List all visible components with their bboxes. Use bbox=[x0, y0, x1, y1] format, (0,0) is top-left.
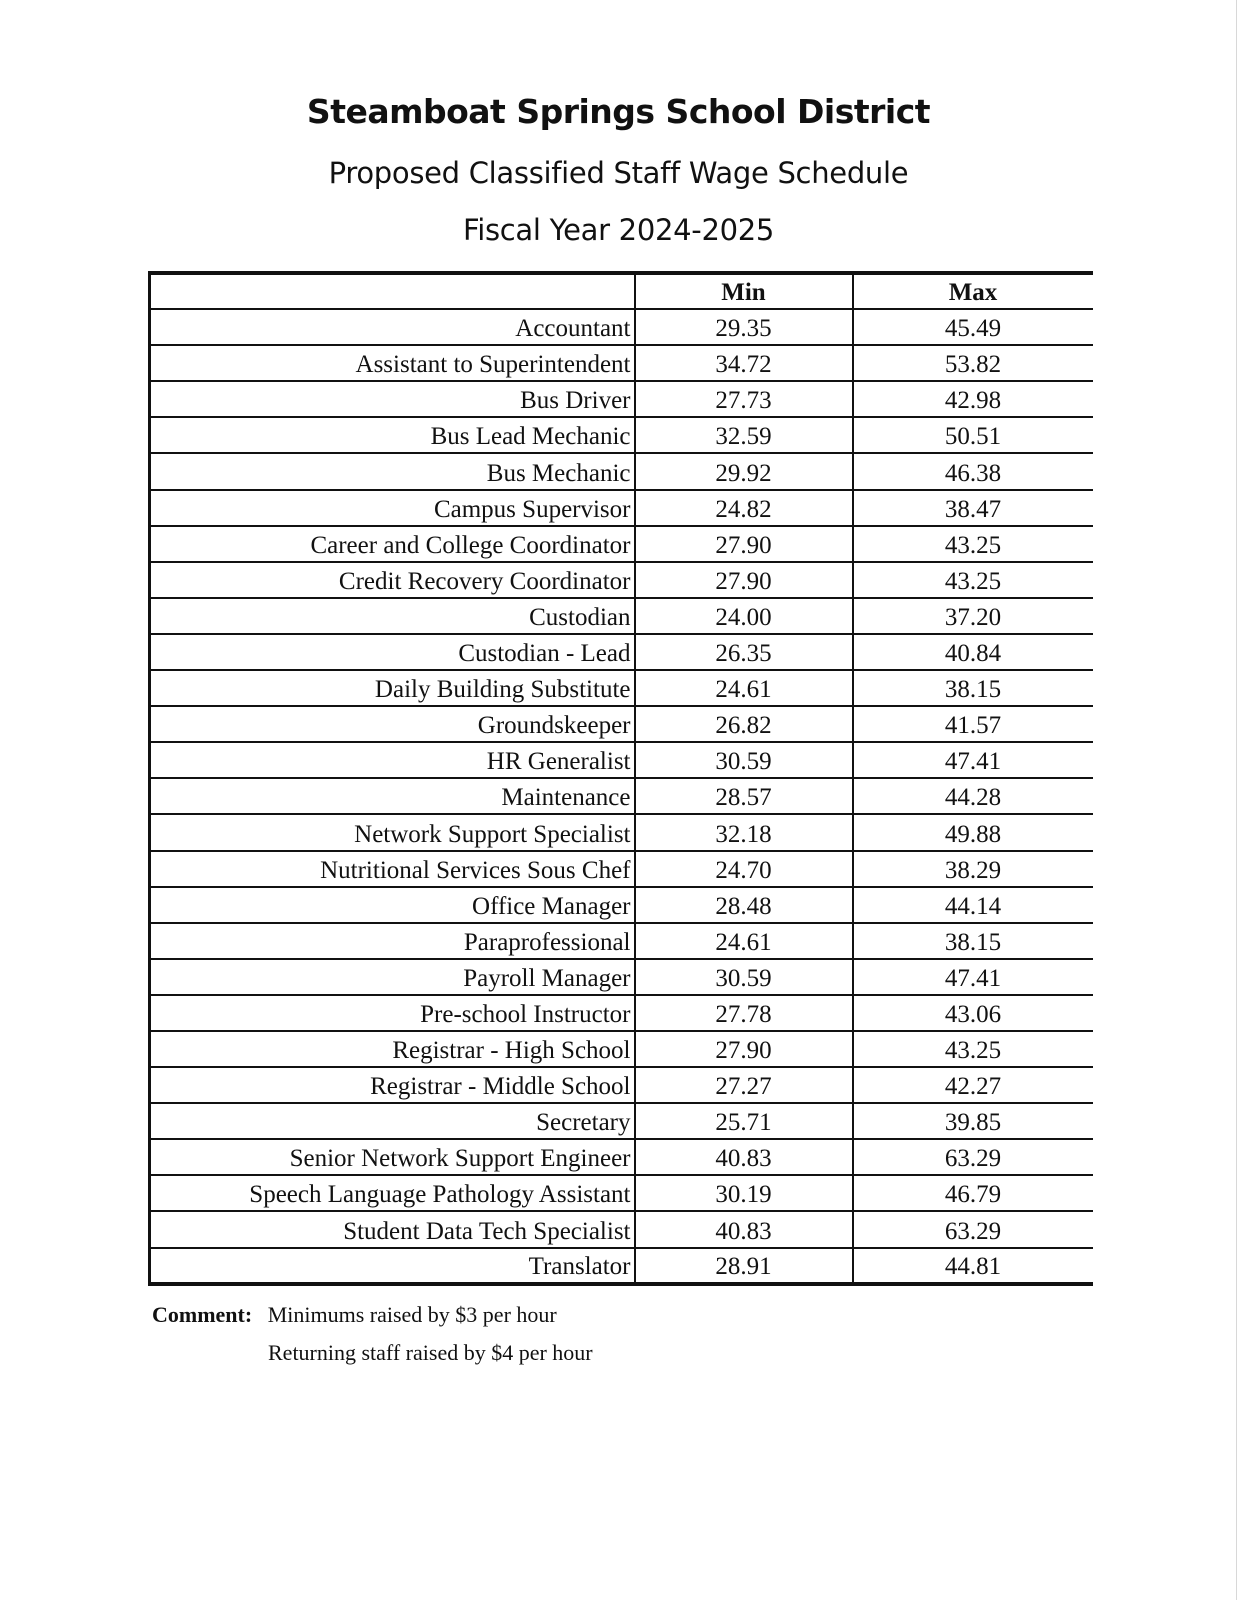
max-wage-cell: 46.38 bbox=[853, 453, 1093, 489]
table-row bbox=[150, 814, 1093, 850]
table-row bbox=[150, 778, 1093, 814]
min-wage-cell: 29.92 bbox=[635, 453, 853, 489]
table-row bbox=[150, 490, 1093, 526]
position-title-cell: Secretary bbox=[150, 1103, 635, 1139]
min-wage-cell: 27.27 bbox=[635, 1067, 853, 1103]
position-title-cell: Office Manager bbox=[150, 887, 635, 923]
position-title-cell: Campus Supervisor bbox=[150, 490, 635, 526]
table-row bbox=[150, 526, 1093, 562]
table-row bbox=[150, 706, 1093, 742]
min-wage-cell: 28.57 bbox=[635, 778, 853, 814]
min-wage-cell: 27.90 bbox=[635, 1031, 853, 1067]
min-wage-cell: 28.91 bbox=[635, 1248, 853, 1284]
max-wage-cell: 44.28 bbox=[853, 778, 1093, 814]
min-wage-cell: 25.71 bbox=[635, 1103, 853, 1139]
max-wage-cell: 40.84 bbox=[853, 634, 1093, 670]
document-subtitle: Proposed Classified Staff Wage Schedule bbox=[328, 156, 909, 190]
comment-block bbox=[152, 1300, 852, 1365]
table-row bbox=[150, 1211, 1093, 1247]
position-title-cell: Groundskeeper bbox=[150, 706, 635, 742]
max-wage-cell: 44.81 bbox=[853, 1248, 1093, 1284]
table-row bbox=[150, 923, 1093, 959]
position-title-cell: Nutritional Services Sous Chef bbox=[150, 851, 635, 887]
table-row bbox=[150, 1103, 1093, 1139]
min-wage-cell: 24.00 bbox=[635, 598, 853, 634]
position-title-cell: Credit Recovery Coordinator bbox=[150, 562, 635, 598]
min-wage-cell: 30.59 bbox=[635, 959, 853, 995]
table-row bbox=[150, 309, 1093, 345]
max-wage-cell: 42.98 bbox=[853, 381, 1093, 417]
position-title-cell: Payroll Manager bbox=[150, 959, 635, 995]
position-title-cell: Bus Driver bbox=[150, 381, 635, 417]
min-wage-cell: 40.83 bbox=[635, 1139, 853, 1175]
column-header-min: Min bbox=[635, 273, 853, 309]
position-title-cell: Daily Building Substitute bbox=[150, 670, 635, 706]
table-row bbox=[150, 670, 1093, 706]
table-row bbox=[150, 562, 1093, 598]
position-title-cell: Career and College Coordinator bbox=[150, 526, 635, 562]
max-wage-cell: 53.82 bbox=[853, 345, 1093, 381]
position-title-cell: Network Support Specialist bbox=[150, 814, 635, 850]
comment-line-1: Minimums raised by $3 per hour bbox=[267, 1302, 557, 1327]
min-wage-cell: 40.83 bbox=[635, 1211, 853, 1247]
max-wage-cell: 38.29 bbox=[853, 851, 1093, 887]
table-row bbox=[150, 345, 1093, 381]
min-wage-cell: 24.61 bbox=[635, 670, 853, 706]
max-wage-cell: 38.15 bbox=[853, 670, 1093, 706]
position-title-cell: Speech Language Pathology Assistant bbox=[150, 1175, 635, 1211]
max-wage-cell: 47.41 bbox=[853, 959, 1093, 995]
min-wage-cell: 29.35 bbox=[635, 309, 853, 345]
max-wage-cell: 41.57 bbox=[853, 706, 1093, 742]
max-wage-cell: 46.79 bbox=[853, 1175, 1093, 1211]
document-title: Steamboat Springs School District bbox=[306, 92, 931, 131]
position-title-cell: Bus Lead Mechanic bbox=[150, 417, 635, 453]
position-title-cell: Student Data Tech Specialist bbox=[150, 1211, 635, 1247]
table-row bbox=[150, 887, 1093, 923]
table-row bbox=[150, 598, 1093, 634]
fiscal-year-heading: Fiscal Year 2024-2025 bbox=[462, 213, 775, 247]
position-title-cell: Custodian bbox=[150, 598, 635, 634]
max-wage-cell: 63.29 bbox=[853, 1211, 1093, 1247]
table-row bbox=[150, 742, 1093, 778]
wage-schedule-table bbox=[148, 271, 1093, 1286]
position-title-cell: Bus Mechanic bbox=[150, 453, 635, 489]
max-wage-cell: 44.14 bbox=[853, 887, 1093, 923]
table-row bbox=[150, 381, 1093, 417]
max-wage-cell: 47.41 bbox=[853, 742, 1093, 778]
position-title-cell: Pre-school Instructor bbox=[150, 995, 635, 1031]
min-wage-cell: 27.90 bbox=[635, 562, 853, 598]
max-wage-cell: 43.06 bbox=[853, 995, 1093, 1031]
max-wage-cell: 63.29 bbox=[853, 1139, 1093, 1175]
min-wage-cell: 24.70 bbox=[635, 851, 853, 887]
min-wage-cell: 27.90 bbox=[635, 526, 853, 562]
comment-line-2: Returning staff raised by $4 per hour bbox=[268, 1340, 593, 1365]
max-wage-cell: 49.88 bbox=[853, 814, 1093, 850]
position-title-cell: HR Generalist bbox=[150, 742, 635, 778]
position-title-cell: Registrar - High School bbox=[150, 1031, 635, 1067]
position-title-cell: Translator bbox=[150, 1248, 635, 1284]
min-wage-cell: 27.73 bbox=[635, 381, 853, 417]
max-wage-cell: 45.49 bbox=[853, 309, 1093, 345]
min-wage-cell: 27.78 bbox=[635, 995, 853, 1031]
position-title-cell: Assistant to Superintendent bbox=[150, 345, 635, 381]
max-wage-cell: 37.20 bbox=[853, 598, 1093, 634]
table-row bbox=[150, 1139, 1093, 1175]
position-title-cell: Custodian - Lead bbox=[150, 634, 635, 670]
min-wage-cell: 28.48 bbox=[635, 887, 853, 923]
min-wage-cell: 26.82 bbox=[635, 706, 853, 742]
max-wage-cell: 43.25 bbox=[853, 562, 1093, 598]
position-title-cell: Paraprofessional bbox=[150, 923, 635, 959]
max-wage-cell: 38.47 bbox=[853, 490, 1093, 526]
column-header-max: Max bbox=[853, 273, 1093, 309]
position-title-cell: Registrar - Middle School bbox=[150, 1067, 635, 1103]
table-row bbox=[150, 959, 1093, 995]
min-wage-cell: 30.19 bbox=[635, 1175, 853, 1211]
table-body bbox=[150, 309, 1093, 1284]
position-title-cell: Senior Network Support Engineer bbox=[150, 1139, 635, 1175]
table-row bbox=[150, 634, 1093, 670]
max-wage-cell: 38.15 bbox=[853, 923, 1093, 959]
max-wage-cell: 39.85 bbox=[853, 1103, 1093, 1139]
position-title-cell: Accountant bbox=[150, 309, 635, 345]
table-row bbox=[150, 417, 1093, 453]
max-wage-cell: 43.25 bbox=[853, 1031, 1093, 1067]
min-wage-cell: 24.61 bbox=[635, 923, 853, 959]
max-wage-cell: 42.27 bbox=[853, 1067, 1093, 1103]
table-row bbox=[150, 995, 1093, 1031]
table-header-row bbox=[150, 273, 1093, 309]
table-row bbox=[150, 1175, 1093, 1211]
max-wage-cell: 50.51 bbox=[853, 417, 1093, 453]
min-wage-cell: 32.18 bbox=[635, 814, 853, 850]
min-wage-cell: 30.59 bbox=[635, 742, 853, 778]
min-wage-cell: 26.35 bbox=[635, 634, 853, 670]
table-row bbox=[150, 851, 1093, 887]
max-wage-cell: 43.25 bbox=[853, 526, 1093, 562]
position-title-cell: Maintenance bbox=[150, 778, 635, 814]
table-row bbox=[150, 453, 1093, 489]
min-wage-cell: 24.82 bbox=[635, 490, 853, 526]
table-row bbox=[150, 1067, 1093, 1103]
min-wage-cell: 34.72 bbox=[635, 345, 853, 381]
table-row bbox=[150, 1248, 1093, 1284]
min-wage-cell: 32.59 bbox=[635, 417, 853, 453]
comment-label: Comment: bbox=[152, 1302, 253, 1327]
column-header-title bbox=[150, 273, 635, 309]
table-row bbox=[150, 1031, 1093, 1067]
